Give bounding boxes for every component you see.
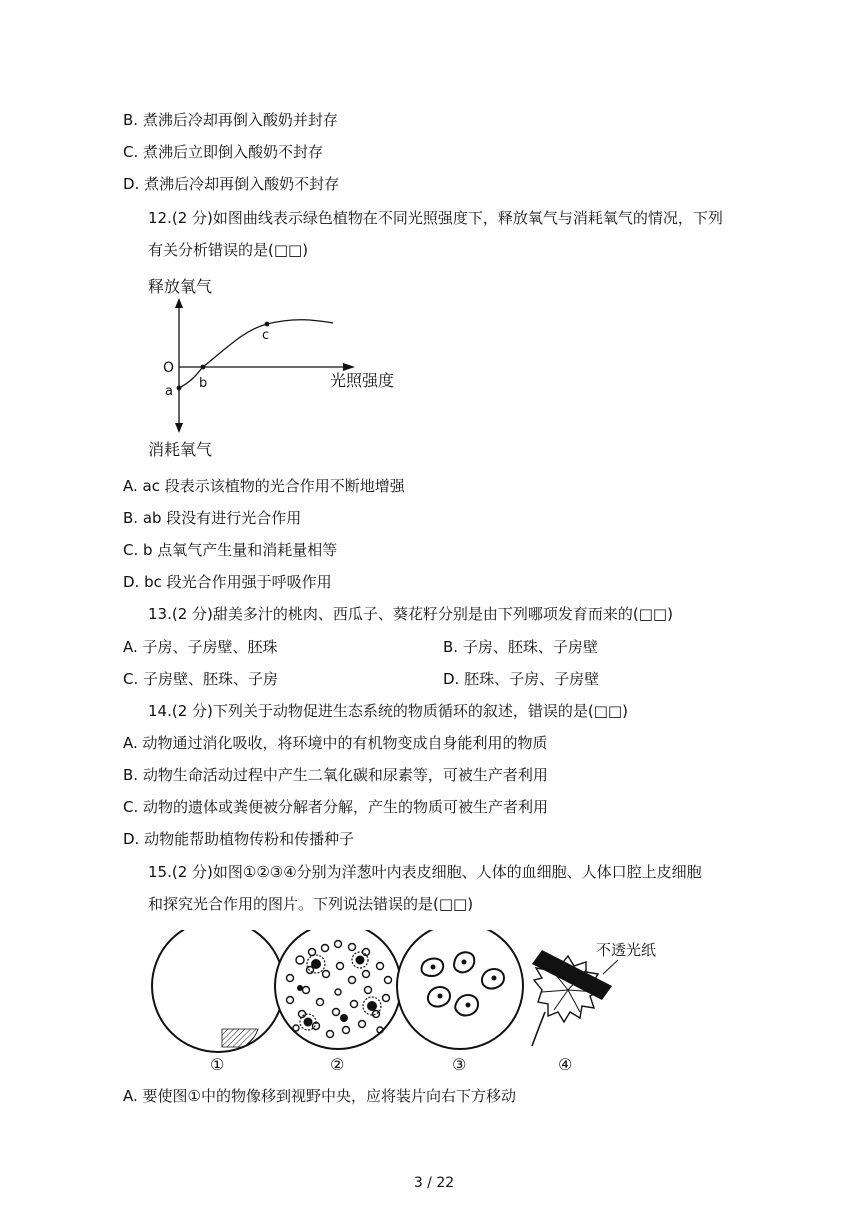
graph-origin-label: O [163, 360, 175, 376]
fig3-label: ③ [452, 1055, 467, 1074]
graph-y-arrow-up [175, 298, 183, 308]
fig4-paper-label: 不透光纸 [596, 941, 657, 959]
q14-option-b: B. 动物生命活动过程中产生二氧化碳和尿素等，可被生产者利用 [123, 766, 548, 784]
q11-option-d: D. 煮沸后冷却再倒入酸奶不封存 [123, 175, 340, 193]
q12-oxygen-light-graph [135, 270, 415, 470]
graph-y-bottom-label: 消耗氧气 [148, 440, 213, 459]
q12-option-a: A. ac 段表示该植物的光合作用不断地增强 [123, 477, 405, 495]
q12-option-c: C. b 点氧气产生量和消耗量相等 [123, 541, 338, 559]
fig3-oral-epithelial-cells [397, 930, 523, 1049]
q14-option-c: C. 动物的遗体或粪便被分解者分解，产生的物质可被生产者利用 [123, 798, 549, 816]
q13-option-d: D. 胚珠、子房、子房壁 [443, 670, 600, 688]
q15-option-a: A. 要使图①中的物像移到视野中央，应将装片向右下方移动 [123, 1087, 516, 1105]
graph-point-b-label: b [199, 376, 208, 391]
q14-option-a: A. 动物通过消化吸收，将环境中的有机物变成自身能利用的物质 [123, 734, 548, 752]
fig4-label: ④ [558, 1055, 573, 1074]
graph-point-a-label: a [165, 384, 173, 399]
graph-point-b [201, 365, 206, 370]
q12-stem-line2: 有关分析错误的是(□□) [148, 241, 309, 259]
q14-option-d: D. 动物能帮助植物传粉和传播种子 [123, 830, 355, 848]
q15-stem-line2: 和探究光合作用的图片。下列说法错误的是(□□) [148, 895, 474, 913]
graph-x-label: 光照强度 [330, 371, 395, 390]
q14-stem: 14.(2 分)下列关于动物促进生态系统的物质循环的叙述，错误的是(□□) [148, 702, 628, 720]
graph-point-c-label: c [262, 328, 270, 343]
q11-option-b: B. 煮沸后冷却再倒入酸奶并封存 [123, 111, 338, 129]
graph-point-a [177, 386, 182, 391]
graph-point-c [265, 322, 270, 327]
q13-option-b: B. 子房、胚珠、子房壁 [443, 638, 598, 656]
q12-option-d: D. bc 段光合作用强于呼吸作用 [123, 573, 332, 591]
fig4-leaf-with-opaque-paper [532, 941, 656, 1046]
q15-figure [140, 930, 680, 1080]
q15-stem-line1: 15.(2 分)如图①②③④分别为洋葱叶内表皮细胞、人体的血细胞、人体口腔上皮细胞 [148, 863, 702, 881]
fig1-field-of-view [152, 930, 284, 1052]
page-number: 3 / 22 [413, 1175, 455, 1191]
graph-x-arrow [343, 363, 355, 371]
q13-option-a: A. 子房、子房壁、胚珠 [123, 638, 278, 656]
fig2-blood-cells [275, 930, 401, 1049]
fig2-label: ② [330, 1055, 345, 1074]
q12-stem-line1: 12.(2 分)如图曲线表示绿色植物在不同光照强度下，释放氧气与消耗氧气的情况，下列 [148, 209, 723, 227]
q11-option-c: C. 煮沸后立即倒入酸奶不封存 [123, 143, 324, 161]
q13-option-c: C. 子房壁、胚珠、子房 [123, 670, 279, 688]
fig1-label: ① [210, 1055, 225, 1074]
q12-option-b: B. ab 段没有进行光合作用 [123, 509, 302, 527]
q13-stem: 13.(2 分)甜美多汁的桃肉、西瓜子、葵花籽分别是由下列哪项发育而来的(□□) [148, 605, 673, 623]
graph-y-top-label: 释放氧气 [148, 277, 213, 296]
graph-y-arrow-down [175, 423, 183, 433]
